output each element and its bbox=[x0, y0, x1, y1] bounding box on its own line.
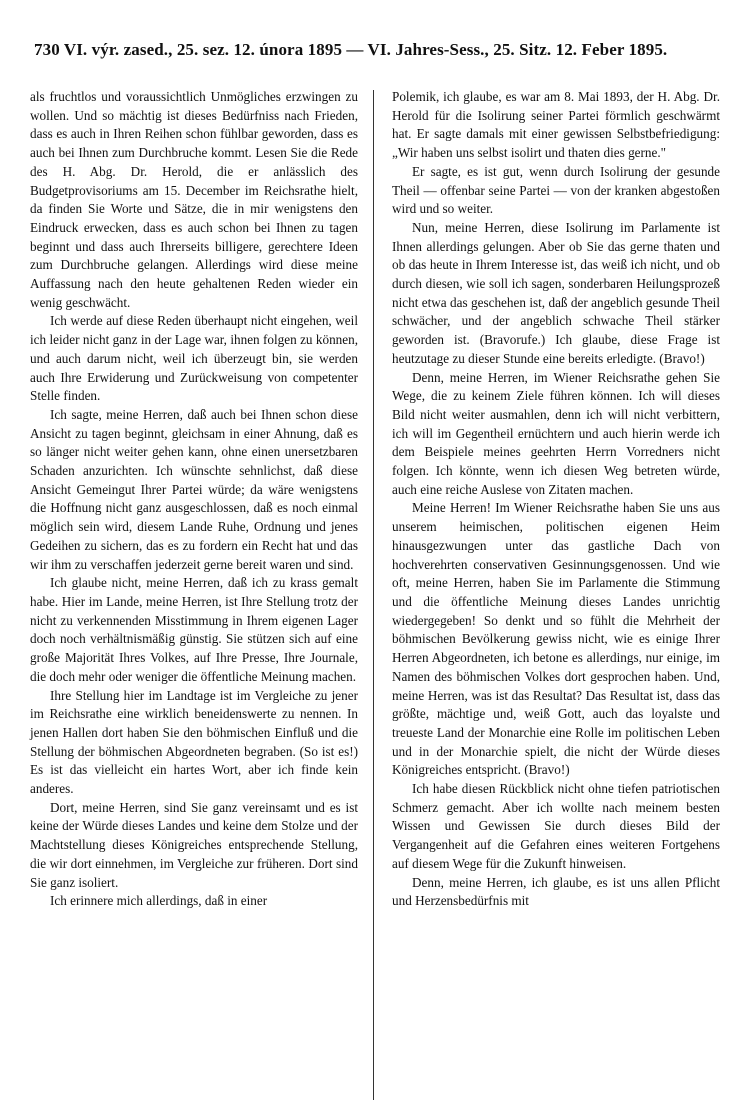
paragraph: Er sagte, es ist gut, wenn durch Isolirung der gesunde Theil — offenbar seine Partei — von der kranken abgestoßen wird und so weiter. bbox=[392, 163, 720, 217]
paragraph: Denn, meine Herren, ich glaube, es ist uns allen Pflicht und Herzensbedürfnis mit bbox=[392, 874, 720, 909]
paragraph: Ich glaube nicht, meine Herren, daß ich zu krass gemalt habe. Hier im Lande, meine Herren, ist Ihre Stellung trotz der nicht zu verkennenden Misstimmung in Ihrem eigenen Lager doch noch verhältnismäßig günstig. Sie stützen sich auf eine große Majorität Ihres Volkes, auf Ihre Presse, Ihre Journale, die doch mehr oder weniger die öffentliche Meinung machen. bbox=[30, 575, 358, 684]
paragraph: Ich werde auf diese Reden überhaupt nicht eingehen, weil ich leider nicht ganz in der Lage war, ihnen folgen zu können, und auch darum nicht, weil ich überzeugt bin, sie werden auch Ihre Erwiderung und Zurückweisung von competenter Stelle finden. bbox=[30, 313, 358, 404]
paragraph: Ihre Stellung hier im Landtage ist im Vergleiche zu jener im Reichsrathe eine wirklich beneidenswerte zu nennen. In jenen Hallen dort haben Sie den böhmischen Einfluß und die Stellung der böhmischen Abgeordneten begraben. (So ist es!) Es ist das vielleicht ein hartes Wort, aber ich finde kein anderes. bbox=[30, 687, 358, 797]
paragraph: Ich sagte, meine Herren, daß auch bei Ihnen schon diese Ansicht zu tagen beginnt, gleichsam in einer Ahnung, daß es so länger nicht weiter gehen kann, ohne einen unersetzbaren Schaden anzurichten. Ich wünschte sehnlichst, daß diese Ansicht Gemeingut Ihrer Partei würde; da wäre wenigstens die Hoffnung nicht ganz ausgeschlossen, daß es noch einmal möglich sein wird, diesem Lande Ruhe, Ordnung und jenes Gedeihen zu sichern, das es zu fordern ein Recht hat und das wir ihm zu verschaffen jederzeit gerne bereit waren und sind. bbox=[30, 406, 358, 572]
paragraph: Polemik, ich glaube, es war am 8. Mai 1893, der H. Abg. Dr. Herold für die Isolirung seiner Partei förmlich geschwärmt hat. Er sagte damals mit einer gewissen Selbstbefriedigung: „Wir haben uns selbst isolirt und thaten dies gerne." bbox=[392, 89, 720, 161]
right-column bbox=[392, 88, 720, 911]
left-column bbox=[30, 88, 358, 911]
paragraph: Nun, meine Herren, diese Isolirung im Parlamente ist Ihnen allerdings gelungen. Aber ob Sie das gerne thaten und ob das heute in Ihrem Interesse ist, das weiß ich nicht, und ob durch diesen, wie soll ich sagen, sonderbaren Heilungsprozeß nicht etwa das geschehen ist, daß der angeblich gesunde Theil schwächer, und der angeblich schwache Theil stärker geworden ist. (Bravorufe.) Ich glaube, diese Frage ist heutzutage zu dieser Stunde eine bereits erledigte. (Bravo!) bbox=[392, 219, 720, 366]
paragraph: Denn, meine Herren, im Wiener Reichsrathe gehen Sie Wege, die zu keinem Ziele führen können. Ich will dieses Bild nicht weiter ausmahlen, denn ich will nicht verbittern, ich will im Gegentheil ernüchtern und auch hierin werde ich dem Beispiele meines geehrten Herrn Vorredners nicht folgen. Ich könnte, wenn ich diesen Weg betreten würde, auch eine reiche Auslese von Zitaten machen. bbox=[392, 369, 720, 497]
column-divider bbox=[373, 90, 374, 1100]
paragraph: Dort, meine Herren, sind Sie ganz vereinsamt und es ist keine der Würde dieses Landes und keine dem Stolze und der Machtstellung dieses Königreiches entsprechende Stellung, die wir dort einnehmen, im Vergleiche zur früheren. Dort sind Sie ganz isoliert. bbox=[30, 799, 358, 890]
paragraph: Meine Herren! Im Wiener Reichsrathe haben Sie uns aus unserem heimischen, politischen eigenen Heim hinausgezwungen unter das gastliche Dach von hochverehrten conservativen Gesinnungsgenossen. Und wie oft, meine Herren, haben Sie im Parlamente die Stimmung und die öffentliche Meinung dieses Landes unrichtig wiedergegeben! So denkt und so fühlt die Mehrheit der böhmischen Bevölkerung gewiss nicht, wie es einige Ihrer Herren Abgeordneten, ich betone es allerdings, nur einige, im Namen des böhmischen Volkes dort gesprochen haben. Und, meine Herren, was ist das Resultat? Das Resultat ist, dass das größte, mächtige und, weiß Gott, auch das loyalste und treueste Land der Monarchie eine Rolle im politischen Leben und in der Monarchie spielt, die nicht der Würde dieses Königreiches entspricht. (Bravo!) bbox=[392, 500, 720, 778]
page-header: 730 VI. výr. zased., 25. sez. 12. února 1895 — VI. Jahres-Sess., 25. Sitz. 12. Feber 1895. bbox=[34, 40, 668, 59]
paragraph: Ich habe diesen Rückblick nicht ohne tiefen patriotischen Schmerz gemacht. Aber ich wollte nach meinem besten Wissen und Gewissen Sie durch dieses Bild der Vergangenheit auf die Gefahren eines weiteren Fortgehens auf diesem Wege für die Zukunft hinweisen. bbox=[392, 781, 720, 871]
paragraph: als fruchtlos und voraussichtlich Unmögliches erzwingen zu wollen. Und so mächtig ist dieses Bedürfniss nach Frieden, dass es auch in Ihren Reihen schon fühlbar geworden, dass es auch bei Ihnen zum Durchbruche kommt. Lesen Sie die Rede des H. Abg. Dr. Herold, die er anlässlich des Budgetprovisoriums am 15. December im Reichsrathe hielt, da finden Sie Worte und Sätze, die in mir wenigstens den Eindruck erwecken, dass es auch schon bei Ihnen zu tagen beginnt und dass auch Ihrerseits billigere, gerechtere Ideen zum Durchbruche gelangen. Allerdings wird diese meine Auffassung nach den heute gehaltenen Reden wieder ein wenig geschwächt. bbox=[30, 89, 358, 310]
paragraph: Ich erinnere mich allerdings, daß in einer bbox=[50, 893, 268, 909]
